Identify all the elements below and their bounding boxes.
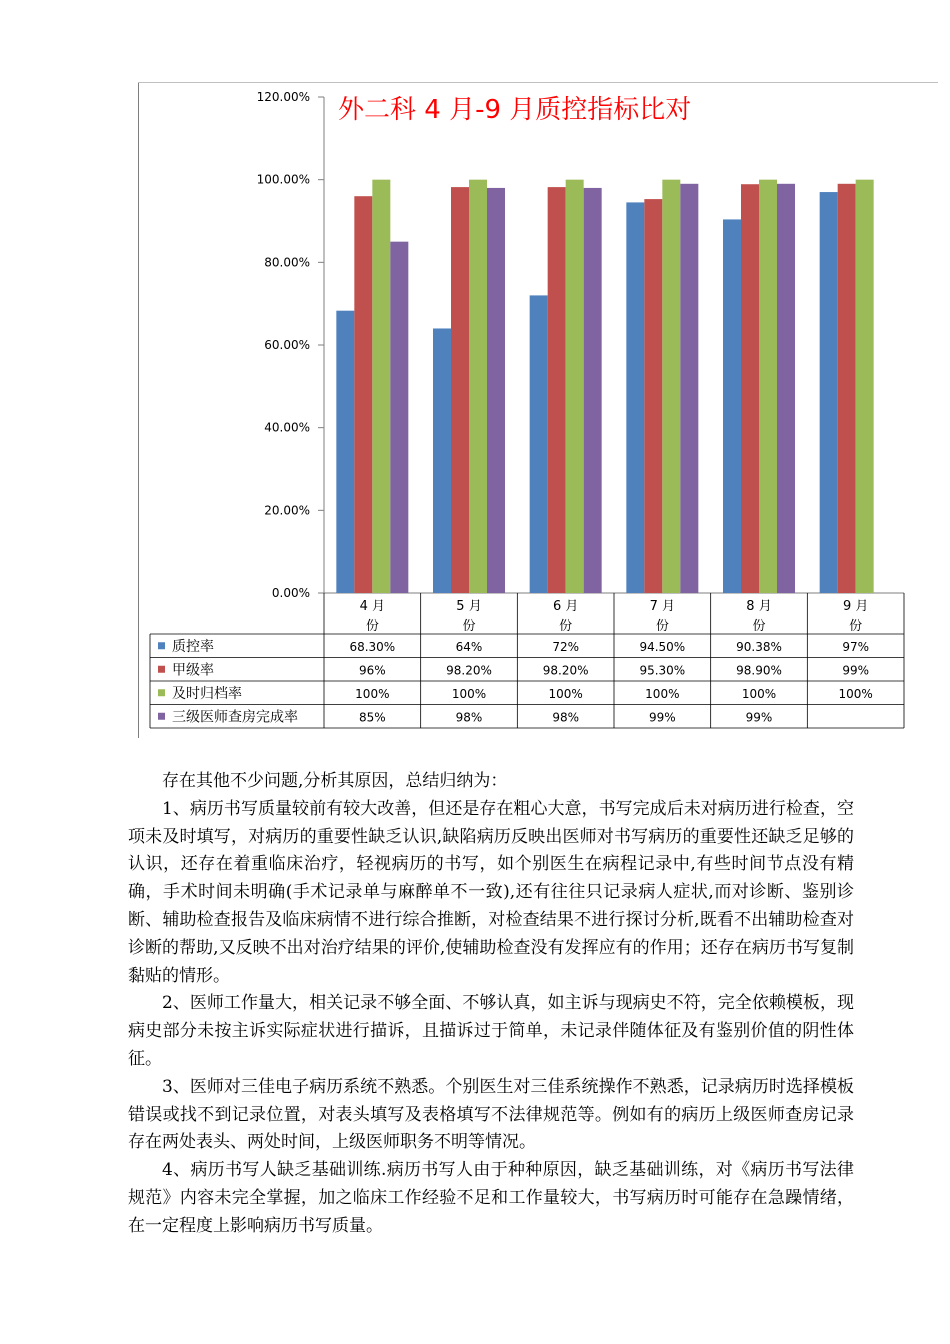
bar xyxy=(336,311,354,593)
x-category-label: 份 xyxy=(752,619,766,634)
bar xyxy=(433,328,451,593)
bar xyxy=(680,184,698,593)
table-cell-value: 64% xyxy=(455,639,483,654)
table-cell-value: 100% xyxy=(741,686,777,701)
legend-series-name: 及时归档率 xyxy=(172,685,242,702)
y-tick-label: 40.00% xyxy=(264,420,310,435)
issue-paragraph-1: 1、病历书写质量较前有较大改善，但还是存在粗心大意，书写完成后未对病历进行检查，空项未及时填写，对病历的重要性缺乏认识,缺陷病历反映出医师对书写病历的重要性还缺乏足够的认识，还存在着重临床治疗，轻视病历的书写，如个别医生在病程记录中,有些时间节点没有精确，手术时间未明确(手术记录单与麻醉单不一致),还有往往只记录病人症状,而对诊断、鉴别诊断、辅助检查报告及临床病情不进行综合推断，对检查结果不进行探讨分析,既看不出辅助检查对诊断的帮助,又反映不出对治疗结果的评价,使辅助检查没有发挥应有的作用；还存在病历书写复制黏贴的情形。 xyxy=(128,798,854,986)
legend-swatch xyxy=(158,689,165,696)
bar xyxy=(856,180,874,593)
bar xyxy=(820,192,838,593)
table-cell-value: 68.30% xyxy=(349,639,396,654)
table-cell-value: 98% xyxy=(455,710,483,725)
table-cell-value: 99% xyxy=(745,710,773,725)
table-cell-value: 100% xyxy=(645,686,680,701)
x-category-label: 5 月 xyxy=(456,599,482,614)
x-category-label: 份 xyxy=(462,619,476,634)
bar xyxy=(759,180,777,593)
table-cell-value: 85% xyxy=(358,710,386,725)
table-cell-value: 90.38% xyxy=(736,639,782,654)
table-cell-value: 98.20% xyxy=(542,663,589,678)
bar xyxy=(741,184,759,593)
bar xyxy=(584,188,602,593)
y-tick-label: 120.00% xyxy=(256,90,310,104)
x-category-label: 份 xyxy=(655,619,669,634)
table-cell-value: 100% xyxy=(838,686,873,701)
bar xyxy=(354,196,372,593)
y-tick-label: 100.00% xyxy=(256,172,310,187)
table-cell-value: 98.20% xyxy=(446,663,492,678)
table-cell-value: 99% xyxy=(842,663,870,678)
x-category-label: 9 月 xyxy=(842,599,869,614)
bar xyxy=(451,187,469,593)
x-category-label: 份 xyxy=(849,619,863,634)
table-cell-value: 98.90% xyxy=(736,663,782,678)
y-tick-label: 60.00% xyxy=(264,338,310,352)
issue-paragraph-4: 4、病历书写人缺乏基础训练.病历书写人由于种种原因，缺乏基础训练，对《病历书写法律规范》内容未完全掌握，加之临床工作经验不足和工作量较大，书写病历时可能存在急躁情绪，在一定程度上影响病历书写质量。 xyxy=(128,1160,854,1236)
table-cell-value: 94.50% xyxy=(639,639,686,654)
legend-series-name: 质控率 xyxy=(172,638,214,655)
legend-swatch xyxy=(158,666,165,673)
bar xyxy=(644,199,662,593)
y-tick-label: 0.00% xyxy=(271,586,310,600)
table-cell-value: 95.30% xyxy=(639,663,686,678)
bar xyxy=(662,180,680,593)
bar xyxy=(838,184,856,593)
table-cell-value: 96% xyxy=(358,663,386,678)
bar xyxy=(469,180,487,593)
x-category-label: 4 月 xyxy=(359,599,386,614)
table-cell-value: 72% xyxy=(552,639,580,654)
x-category-label: 8 月 xyxy=(746,599,772,614)
y-tick-label: 20.00% xyxy=(264,503,310,518)
legend-series-name: 甲级率 xyxy=(172,662,214,679)
bar xyxy=(487,188,505,593)
x-category-label: 份 xyxy=(559,619,573,634)
x-category-label: 份 xyxy=(365,619,379,634)
table-cell-value: 100% xyxy=(548,686,583,701)
x-category-label: 7 月 xyxy=(649,599,676,614)
legend-series-name: 三级医师查房完成率 xyxy=(172,709,298,726)
intro-paragraph: 存在其他不少问题,分析其原因，总结归纳为： xyxy=(162,771,508,791)
table-cell-value: 98% xyxy=(552,710,580,725)
issue-paragraph-2: 2、医师工作量大，相关记录不够全面、不够认真，如主诉与现病史不符，完全依赖模板，现病史部分未按主诉实际症状进行描诉，且描诉过于简单，未记录伴随体征及有鉴别价值的阴性体征。 xyxy=(128,993,854,1069)
bar xyxy=(777,184,795,593)
legend-swatch xyxy=(158,642,165,649)
bar xyxy=(723,219,741,593)
bar xyxy=(548,187,566,593)
chart-title: 外二科 4 月-9 月质控指标比对 xyxy=(338,95,692,125)
chart-svg xyxy=(138,82,938,738)
y-tick-label: 80.00% xyxy=(264,255,310,270)
x-category-label: 6 月 xyxy=(552,599,579,614)
table-cell-value: 100% xyxy=(355,686,390,701)
chart-container xyxy=(138,82,938,738)
bar xyxy=(626,202,644,593)
bar xyxy=(566,180,584,593)
table-cell-value: 97% xyxy=(842,639,870,654)
bar xyxy=(372,180,390,593)
table-cell-value: 99% xyxy=(648,710,676,725)
issue-paragraph-3: 3、医师对三佳电子病历系统不熟悉。个别医生对三佳系统操作不熟悉，记录病历时选择模板错误或找不到记录位置，对表头填写及表格填写不法律规范等。例如有的病历上级医师查房记录存在两处表头、两处时间，上级医师职务不明等情况。 xyxy=(128,1076,854,1153)
table-cell-value: 100% xyxy=(451,686,487,701)
bar xyxy=(390,242,408,593)
analysis-text xyxy=(128,768,854,1241)
legend-swatch xyxy=(158,713,165,720)
bar xyxy=(530,295,548,593)
